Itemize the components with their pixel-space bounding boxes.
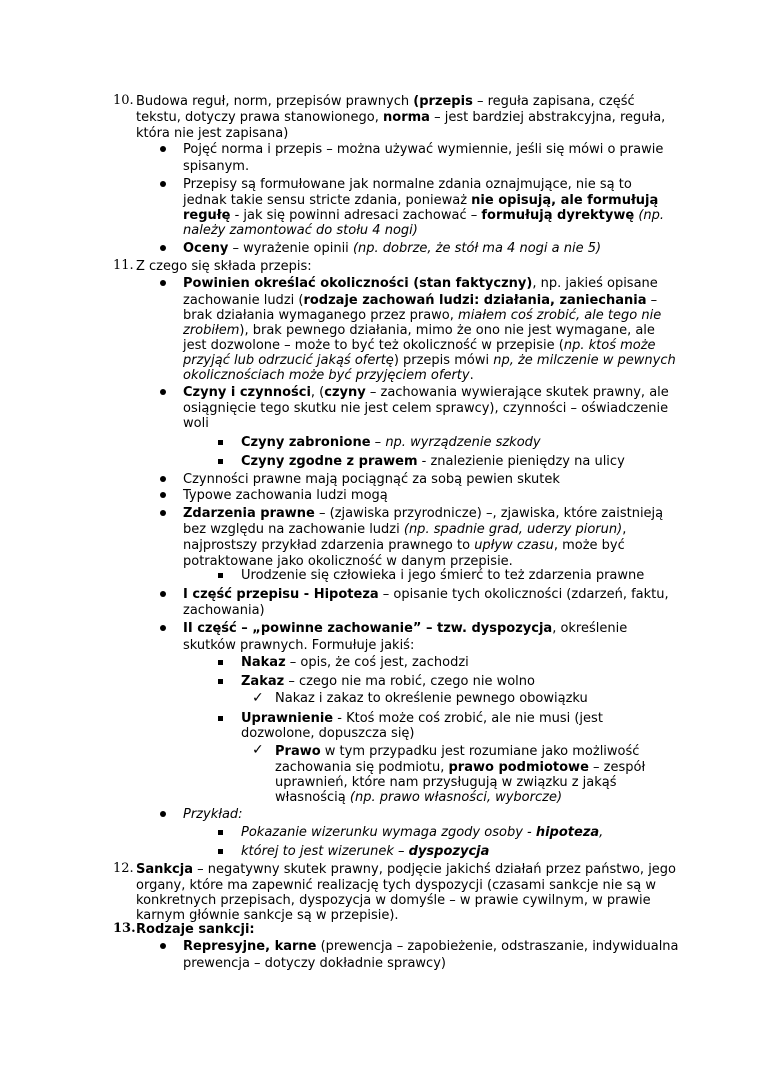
bullet-icon (160, 591, 166, 597)
square-bullet-icon (218, 830, 223, 835)
s10-line-2: tekstu, dotyczy prawa stanowionego, norma – jest bardziej abstrakcyjna, reguła, (136, 110, 666, 125)
s12-line-4: karnym głównie sankcje są w przepisie). (136, 908, 399, 923)
s11-p7-sub-nakaz: Nakaz – opis, że coś jest, zachodzi (241, 655, 469, 670)
s11-p3: Czynności prawne mają pociągnąć za sobą pewien skutek (183, 472, 560, 487)
s11-p2-sub-1: Czyny zabronione – np. wyrządzenie szkody (241, 435, 541, 450)
bullet-icon (160, 146, 166, 152)
s13-title: Rodzaje sankcji: (136, 922, 255, 937)
bullet-icon (160, 181, 166, 187)
s11-p1-line-6: przyjąć lub odrzucić jakąś ofertę) przepis mówi np, że milczenie w pewnych (183, 353, 676, 368)
s12-line-1: Sankcja – negatywny skutek prawny, podjęcie jakichś działań przez państwo, jego (136, 862, 677, 877)
s10-b2-line-1: Przepisy są formułowane jak normalne zdania oznajmujące, nie są to (183, 177, 632, 192)
s11-p2-line-2: osiągnięcie tego skutku nie jest celem sprawcy), czynności – oświadczenie (183, 401, 669, 416)
checkmark-icon: ✓ (252, 742, 264, 758)
square-bullet-icon (218, 679, 223, 684)
s13-b1-line-2: prewencja – dotyczy dokładnie sprawcy) (183, 956, 446, 971)
s11-p1-line-3: brak działania wymaganego przez prawo, miałem coś zrobić, ale tego nie (183, 308, 662, 323)
square-bullet-icon (218, 459, 223, 464)
s10-line-1: Budowa reguł, norm, przepisów prawnych (przepis – reguła zapisana, część (136, 94, 635, 109)
s11-p7-line-2: skutków prawnych. Formułuje jakiś: (183, 638, 415, 653)
s11-p5-line-3: najprostszy przykład zdarzenia prawnego to upływ czasu, może być (183, 538, 625, 553)
bullet-icon (160, 245, 166, 251)
bullet-icon (160, 476, 166, 482)
s11-p2-line-3: woli (183, 416, 209, 431)
s10-b1-line-2: spisanym. (183, 159, 250, 174)
s11-p1-line-4: zrobiłem), brak pewnego działania, mimo że ono nie jest wymagane, ale (183, 323, 655, 338)
s11-title: Z czego się składa przepis: (136, 259, 312, 274)
s10-b2-line-3: regułę - jak się powinni adresaci zachować – formułują dyrektywę (np. (183, 208, 665, 223)
square-bullet-icon (218, 660, 223, 665)
bullet-icon (160, 280, 166, 286)
s11-p7-check-2-line-3: uprawnień, które nam przysługują w związku z jakąś (275, 775, 617, 790)
s11-p7-check-1: Nakaz i zakaz to określenie pewnego obowiązku (275, 691, 588, 706)
item-number-12: 12. (113, 861, 134, 876)
bullet-icon (160, 625, 166, 631)
item-number-10: 10. (113, 93, 134, 108)
s11-p7-check-2-line-2: zachowania się podmiotu, prawo podmiotowe – zespół (275, 760, 646, 775)
s11-p1-line-7: okolicznościach może być przyjęciem oferty. (183, 368, 474, 383)
s11-p4: Typowe zachowania ludzi mogą (183, 488, 388, 503)
s11-p7-check-2-line-1: Prawo w tym przypadku jest rozumiane jako możliwość (275, 744, 640, 759)
s11-p1-line-2: zachowanie ludzi (rodzaje zachowań ludzi: działania, zaniechania – (183, 293, 658, 308)
s11-p2-line-1: Czyny i czynności, (czyny – zachowania wywierające skutek prawny, ale (183, 385, 669, 400)
s11-p6-line-2: zachowania) (183, 603, 265, 618)
s11-p7-sub-uprawnienie-1: Uprawnienie - Ktoś może coś zrobić, ale nie musi (jest (241, 711, 603, 726)
s11-p8-sub-2: której to jest wizerunek – dyspozycja (241, 844, 490, 859)
s12-line-3: konkretnych przepisach, dyspozycja w domyśle – w prawie cywilnym, w prawie (136, 893, 651, 908)
s12-line-2: organy, które ma zapewnić realizację tych dyspozycji (czasami sankcje nie są w (136, 878, 657, 893)
square-bullet-icon (218, 440, 223, 445)
s11-p5-line-1: Zdarzenia prawne – (zjawiska przyrodnicze) –, zjawiska, które zaistnieją (183, 506, 664, 521)
s11-p7-check-2-line-4: własnością (np. prawo własności, wyborcze) (275, 790, 563, 805)
s11-p7-sub-uprawnienie-2: dozwolone, dopuszcza się) (241, 726, 415, 741)
item-number-11: 11. (113, 258, 134, 273)
s10-b3-line: Oceny – wyrażenie opinii (np. dobrze, że stół ma 4 nogi a nie 5) (183, 241, 602, 256)
s11-p7-sub-zakaz: Zakaz – czego nie ma robić, czego nie wolno (241, 674, 535, 689)
square-bullet-icon (218, 716, 223, 721)
square-bullet-icon (218, 849, 223, 854)
s11-p8-sub-1: Pokazanie wizerunku wymaga zgody osoby - hipoteza, (241, 825, 604, 840)
bullet-icon (160, 492, 166, 498)
square-bullet-icon (218, 573, 223, 578)
checkmark-icon: ✓ (252, 690, 264, 706)
s11-p5-line-4: potraktowane jako okoliczność w danym przepisie. (183, 554, 513, 569)
s11-p5-line-2: bez względu na zachowanie ludzi (np. spadnie grad, uderzy piorun), (183, 522, 627, 537)
s11-p1-line-5: jest dozwolone – może to być też okoliczność w przepisie (np. ktoś może (183, 338, 656, 353)
s11-p5-sub-1: Urodzenie się człowieka i jego śmierć to też zdarzenia prawne (241, 568, 645, 583)
item-number-13: 13. (113, 921, 136, 936)
s10-line-3: która nie jest zapisana) (136, 126, 289, 141)
s11-p2-sub-2: Czyny zgodne z prawem - znalezienie pieniędzy na ulicy (241, 454, 625, 469)
bullet-icon (160, 510, 166, 516)
s10-b2-line-4: należy zamontować do stołu 4 nogi) (183, 223, 418, 238)
s11-p8: Przykład: (183, 807, 243, 822)
bullet-icon (160, 943, 166, 949)
s11-p7-line-1: II część – „powinne zachowanie” – tzw. dyspozycja, określenie (183, 621, 628, 636)
s10-b1-line-1: Pojęć norma i przepis – można używać wymiennie, jeśli się mówi o prawie (183, 142, 664, 157)
s13-b1-line-1: Represyjne, karne (prewencja – zapobieżenie, odstraszanie, indywidualna (183, 939, 679, 954)
bullet-icon (160, 811, 166, 817)
s11-p6-line-1: I część przepisu - Hipoteza – opisanie tych okoliczności (zdarzeń, faktu, (183, 587, 669, 602)
s10-b2-line-2: jednak takie sensu stricte zdania, ponieważ nie opisują, ale formułują (183, 193, 659, 208)
s11-p1-line-1: Powinien określać okoliczności (stan faktyczny), np. jakieś opisane (183, 276, 658, 291)
bullet-icon (160, 389, 166, 395)
